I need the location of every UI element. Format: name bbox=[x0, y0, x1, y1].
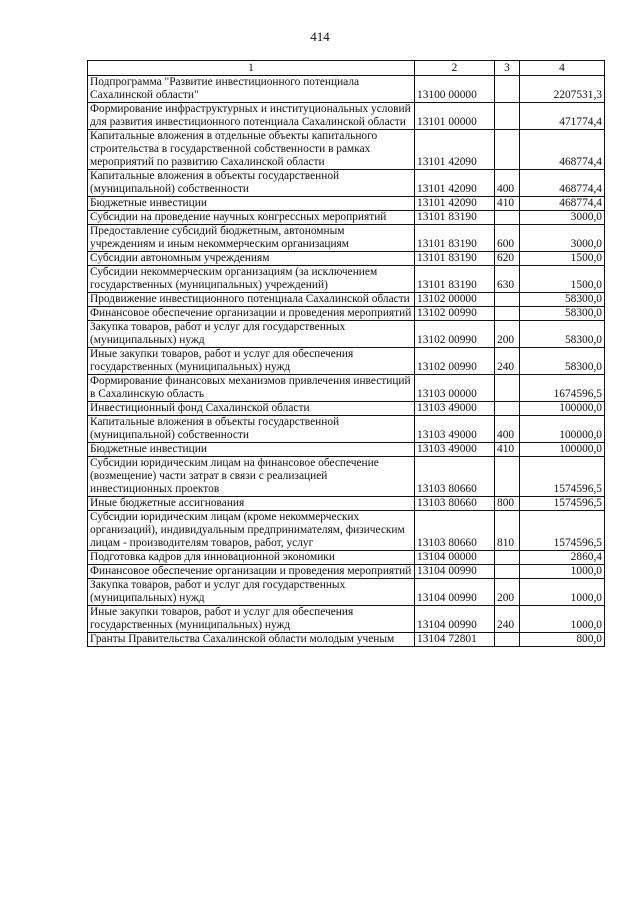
table-row bbox=[88, 225, 605, 252]
table-row bbox=[88, 266, 605, 293]
row-amount: 1000,0 bbox=[520, 606, 605, 633]
row-vr bbox=[495, 130, 520, 170]
row-vr: 410 bbox=[495, 443, 520, 457]
row-name: Капитальные вложения в отдельные объекты капитального строительства в государственной собственности в рамках мероприятий по развитию Сахалинской области bbox=[88, 130, 415, 170]
table-row bbox=[88, 252, 605, 266]
row-vr: 810 bbox=[495, 511, 520, 551]
table-row bbox=[88, 375, 605, 402]
row-code: 13104 00000 bbox=[415, 551, 495, 565]
row-name: Бюджетные инвестиции bbox=[88, 197, 415, 211]
row-name: Иные бюджетные ассигнования bbox=[88, 497, 415, 511]
row-code: 13104 00990 bbox=[415, 606, 495, 633]
row-name: Подготовка кадров для инновационной экономики bbox=[88, 551, 415, 565]
row-code: 13102 00990 bbox=[415, 348, 495, 375]
row-vr: 410 bbox=[495, 197, 520, 211]
table-row bbox=[88, 211, 605, 225]
row-code: 13102 00990 bbox=[415, 321, 495, 348]
header-col-4: 4 bbox=[520, 61, 605, 76]
row-code: 13101 83190 bbox=[415, 225, 495, 252]
row-name: Субсидии юридическим лицам на финансовое обеспечение (возмещение) части затрат в связи с реализацией инвестиционных проектов bbox=[88, 457, 415, 497]
row-code: 13103 80660 bbox=[415, 497, 495, 511]
table-row bbox=[88, 321, 605, 348]
row-amount: 468774,4 bbox=[520, 130, 605, 170]
row-code: 13103 49000 bbox=[415, 443, 495, 457]
row-name: Иные закупки товаров, работ и услуг для обеспечения государственных (муниципальных) нужд bbox=[88, 348, 415, 375]
table-row bbox=[88, 170, 605, 197]
header-col-1: 1 bbox=[88, 61, 415, 76]
table-row bbox=[88, 348, 605, 375]
row-amount: 1500,0 bbox=[520, 266, 605, 293]
row-vr: 630 bbox=[495, 266, 520, 293]
table-row bbox=[88, 197, 605, 211]
row-amount: 1500,0 bbox=[520, 252, 605, 266]
table-row bbox=[88, 457, 605, 497]
row-code: 13102 00000 bbox=[415, 293, 495, 307]
row-vr bbox=[495, 211, 520, 225]
row-amount: 100000,0 bbox=[520, 443, 605, 457]
header-row bbox=[88, 61, 605, 76]
row-code: 13103 80660 bbox=[415, 457, 495, 497]
row-vr bbox=[495, 76, 520, 103]
table-row bbox=[88, 443, 605, 457]
row-name: Субсидии некоммерческим организациям (за исключением государственных (муниципальных) учреждений) bbox=[88, 266, 415, 293]
row-code: 13101 42090 bbox=[415, 170, 495, 197]
row-vr bbox=[495, 293, 520, 307]
row-amount: 2860,4 bbox=[520, 551, 605, 565]
table-row bbox=[88, 511, 605, 551]
row-name: Финансовое обеспечение организации и проведения мероприятий bbox=[88, 307, 415, 321]
table-row bbox=[88, 565, 605, 579]
row-name: Субсидии юридическим лицам (кроме некоммерческих организаций), индивидуальным предпринимателям, физическим лицам - производителям товаров, работ, услуг bbox=[88, 511, 415, 551]
header-col-2: 2 bbox=[415, 61, 495, 76]
row-code: 13104 00990 bbox=[415, 565, 495, 579]
row-amount: 2207531,3 bbox=[520, 76, 605, 103]
row-vr: 400 bbox=[495, 170, 520, 197]
row-vr bbox=[495, 103, 520, 130]
row-name: Капитальные вложения в объекты государственной (муниципальной) собственности bbox=[88, 416, 415, 443]
table-row bbox=[88, 606, 605, 633]
row-amount: 58300,0 bbox=[520, 293, 605, 307]
row-vr bbox=[495, 307, 520, 321]
row-amount: 1574596,5 bbox=[520, 511, 605, 551]
row-amount: 3000,0 bbox=[520, 225, 605, 252]
row-amount: 471774,4 bbox=[520, 103, 605, 130]
table-row bbox=[88, 416, 605, 443]
row-name: Закупка товаров, работ и услуг для государственных (муниципальных) нужд bbox=[88, 579, 415, 606]
row-amount: 468774,4 bbox=[520, 170, 605, 197]
row-name: Продвижение инвестиционного потенциала Сахалинской области bbox=[88, 293, 415, 307]
row-vr bbox=[495, 633, 520, 647]
row-vr bbox=[495, 551, 520, 565]
table-header bbox=[88, 61, 605, 76]
table-row bbox=[88, 497, 605, 511]
row-name: Капитальные вложения в объекты государственной (муниципальной) собственности bbox=[88, 170, 415, 197]
row-vr: 600 bbox=[495, 225, 520, 252]
row-code: 13103 00000 bbox=[415, 375, 495, 402]
row-vr: 200 bbox=[495, 321, 520, 348]
row-name: Формирование финансовых механизмов привлечения инвестиций в Сахалинскую область bbox=[88, 375, 415, 402]
table-row bbox=[88, 293, 605, 307]
row-vr: 200 bbox=[495, 579, 520, 606]
row-code: 13101 42090 bbox=[415, 197, 495, 211]
table-row bbox=[88, 307, 605, 321]
row-vr: 620 bbox=[495, 252, 520, 266]
row-name: Подпрограмма "Развитие инвестиционного потенциала Сахалинской области" bbox=[88, 76, 415, 103]
table-row bbox=[88, 579, 605, 606]
row-amount: 468774,4 bbox=[520, 197, 605, 211]
row-code: 13104 72801 bbox=[415, 633, 495, 647]
row-vr: 400 bbox=[495, 416, 520, 443]
row-code: 13101 00000 bbox=[415, 103, 495, 130]
table-row bbox=[88, 103, 605, 130]
row-amount: 58300,0 bbox=[520, 321, 605, 348]
row-vr: 800 bbox=[495, 497, 520, 511]
table-row bbox=[88, 76, 605, 103]
row-code: 13103 49000 bbox=[415, 416, 495, 443]
row-name: Инвестиционный фонд Сахалинской области bbox=[88, 402, 415, 416]
row-name: Иные закупки товаров, работ и услуг для обеспечения государственных (муниципальных) нужд bbox=[88, 606, 415, 633]
row-amount: 100000,0 bbox=[520, 402, 605, 416]
row-vr bbox=[495, 457, 520, 497]
row-amount: 58300,0 bbox=[520, 307, 605, 321]
row-vr bbox=[495, 402, 520, 416]
table-row bbox=[88, 402, 605, 416]
row-vr bbox=[495, 565, 520, 579]
row-name: Гранты Правительства Сахалинской области молодым ученым bbox=[88, 633, 415, 647]
budget-table bbox=[87, 60, 605, 647]
row-name: Бюджетные инвестиции bbox=[88, 443, 415, 457]
row-name: Закупка товаров, работ и услуг для государственных (муниципальных) нужд bbox=[88, 321, 415, 348]
header-col-3: 3 bbox=[495, 61, 520, 76]
row-code: 13101 42090 bbox=[415, 130, 495, 170]
table-row bbox=[88, 551, 605, 565]
table-row bbox=[88, 130, 605, 170]
row-amount: 1000,0 bbox=[520, 565, 605, 579]
row-amount: 1674596,5 bbox=[520, 375, 605, 402]
row-vr bbox=[495, 375, 520, 402]
row-amount: 1574596,5 bbox=[520, 457, 605, 497]
table-row bbox=[88, 633, 605, 647]
row-code: 13100 00000 bbox=[415, 76, 495, 103]
row-vr: 240 bbox=[495, 348, 520, 375]
row-code: 13102 00990 bbox=[415, 307, 495, 321]
row-name: Субсидии на проведение научных конгрессных мероприятий bbox=[88, 211, 415, 225]
row-code: 13104 00990 bbox=[415, 579, 495, 606]
row-amount: 100000,0 bbox=[520, 416, 605, 443]
row-code: 13101 83190 bbox=[415, 211, 495, 225]
row-code: 13103 80660 bbox=[415, 511, 495, 551]
row-code: 13103 49000 bbox=[415, 402, 495, 416]
row-name: Финансовое обеспечение организации и проведения мероприятий bbox=[88, 565, 415, 579]
row-code: 13101 83190 bbox=[415, 266, 495, 293]
row-name: Субсидии автономным учреждениям bbox=[88, 252, 415, 266]
row-vr: 240 bbox=[495, 606, 520, 633]
page-number: 414 bbox=[310, 29, 330, 44]
row-code: 13101 83190 bbox=[415, 252, 495, 266]
row-name: Предоставление субсидий бюджетным, автономным учреждениям и иным некоммерческим организациям bbox=[88, 225, 415, 252]
row-amount: 58300,0 bbox=[520, 348, 605, 375]
row-amount: 800,0 bbox=[520, 633, 605, 647]
row-amount: 1000,0 bbox=[520, 579, 605, 606]
table-body bbox=[88, 76, 605, 647]
row-amount: 1574596,5 bbox=[520, 497, 605, 511]
row-amount: 3000,0 bbox=[520, 211, 605, 225]
row-name: Формирование инфраструктурных и институциональных условий для развития инвестиционного потенциала Сахалинской области bbox=[88, 103, 415, 130]
